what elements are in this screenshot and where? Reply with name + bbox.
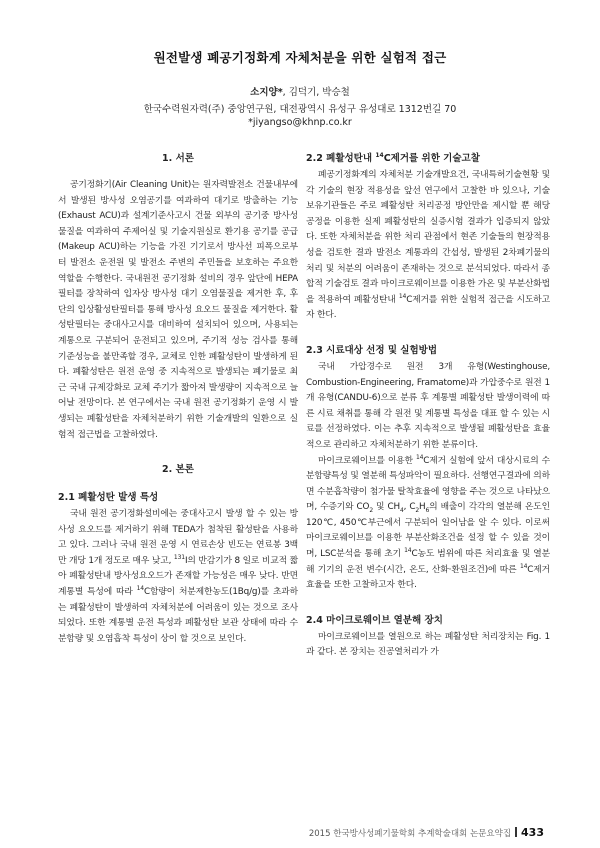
paragraph-2-1-text-a: 국내 원전 공기정화설비에는 중대사고시 발생 할 수 있는 방사성 요오드를 제거하기 위해 TEDA가 첨착된 활성탄을 사용하고 있다. 그러나 국내 원전 운영 시 연료손상 빈도는 연료봉 3백만 개당 1개 정도로 매우 낮고, [58, 509, 298, 566]
p232-e: H [419, 502, 426, 513]
paragraph-2-1 [58, 507, 298, 647]
paper-title: 원전발생 폐공기정화계 자체처분을 위한 실험적 접근 [153, 50, 447, 65]
p232-a: 마이크로웨이브를 이용한 [318, 455, 416, 466]
isotope-superscript: 14 [375, 151, 384, 159]
p232-c: 및 CH [372, 502, 400, 513]
isotope-superscript: 14 [404, 547, 412, 555]
chem-subscript: 2 [369, 507, 373, 515]
page-footer [309, 826, 544, 839]
left-column [58, 150, 298, 647]
section-heading-body: 2. 본론 [162, 464, 194, 476]
footer-journal-text: 2015 한국방사성폐기물학회 추계학술대회 논문요약집 [308, 829, 512, 839]
p232-h: C제거효율을 또한 고찰하고자 한다. [306, 564, 550, 591]
isotope-superscript: 14 [398, 292, 407, 300]
p232-f: 의 배출이 각각의 열분해 온도인 120℃, 450℃부근에서 구분되어 일어남을 알 수 있다. 이로써 마이크로웨이브를 이용한 부분산화조건을 설정 할 수 있을 것이며, LSC분석을 통해 초기 [306, 502, 550, 560]
isotope-superscript: 14 [136, 585, 144, 593]
p232-g: C농도 범위에 따른 처리효율 및 열분해 기기의 운전 변수(시간, 온도, 산화·환원조건)에 따른 [306, 549, 550, 575]
affiliation: 한국수력원자력(주) 중앙연구원, 대전광역시 유성구 유성대로 1312번길 70 [143, 104, 457, 115]
subsection-heading-2-1: 2.1 폐활성탄 발생 특성 [58, 492, 159, 504]
chem-subscript: 2 [415, 507, 420, 515]
subsection-2-2-pre: 2.2 폐활성탄내 [306, 153, 376, 164]
paragraph-2-1-text-c: C함량이 처분제한농도(1Bq/g)를 초과하는 폐활성탄이 발생하여 자체처분에 어려움이 있는 것으로 조사되었다. 또한 계통별 운전 특성과 폐활성탄 보관 상태에 따라 수분함량 및 오염흡착 특성이 상이 할 것으로 보인다. [58, 587, 298, 644]
footer-divider [515, 827, 517, 837]
subsection-heading-2-4: 2.4 마이크로웨이브 열분해 장치 [306, 614, 443, 626]
page-number: 433 [521, 826, 544, 839]
p232-d: , C [403, 502, 416, 513]
paragraph-2-3-2 [306, 454, 550, 594]
chem-subscript: 4 [399, 507, 404, 515]
p232-b: C제거 실험에 앞서 대상시료의 수분함량특성 및 열분해 특성파악이 필요하다. 선행연구결과에 의하면 수분흡착량이 첨가물 탈착효율에 영향을 주는 것으로 나타났으며, 수증기와 CO [306, 455, 550, 513]
paragraph-2-2-text-b: C제거를 위한 실험적 접근을 시도하고자 한다. [306, 294, 550, 321]
isotope-superscript: 14 [415, 453, 424, 461]
subsection-2-2-post: C제거를 위한 기술고찰 [383, 153, 480, 164]
section-heading-intro: 1. 서론 [162, 153, 194, 164]
subsection-heading-2-2 [306, 150, 550, 164]
co-authors: , 김덕기, 박승철 [282, 87, 350, 98]
chem-subscript: 6 [425, 507, 430, 515]
isotope-superscript: 14 [519, 562, 528, 570]
isotope-superscript: 131 [173, 553, 185, 561]
paragraph-2-2 [306, 168, 550, 324]
author-email: *jiyangso@khnp.co.kr [248, 117, 352, 128]
paragraph-2-2-text-a: 폐공기정화계의 자체처분 기술개발요건, 국내특허기술현황 및 각 기술의 현장 적용성을 앞선 연구에서 고찰한 바 있으나, 기술 보유기관들은 주로 폐활성탄 처리공정 방안만을 제시할 뿐 해당 공정을 이용한 실제 폐활성탄의 실증시험 결과가 입증되지 않았다. 또한 자체처분을 위한 처리 관점에서 현존 기술들의 현장적용성을 검토한 결과 발전소 계통과의 간섭성, 발생된 2차폐기물의 처리 및 처분의 어려움이 존재하는 것으로 분석되었다. 따라서 종합적 기술검토 결과 마이크로웨이브를 이용한 가온 및 부분산화법을 적용하여 폐활성탄내 [306, 170, 550, 305]
subsection-heading-2-3: 2.3 시료대상 선정 및 실험방법 [306, 344, 438, 356]
paragraph-2-3-1: 국내 가압경수로 원전 3개 유형(Westinghouse, Combustion-Engineering, Framatome)과 가압중수로 원전 1개 유형(CANDU-6)으로 분류 후 계통별 폐활성탄 발생이력에 따른 시료 채취를 통해 각 원전 및 계통별 특성을 대표 할 수 있는 시료를 선정하였다. 이는 추후 지속적으로 발생될 폐활성탄을 효율적으로 관리하고 자체처분하기 위한 분류이다. [306, 361, 550, 450]
right-column [306, 150, 550, 661]
paragraph-2-4: 마이크로웨이브를 열원으로 하는 폐활성탄 처리장치는 Fig. 1과 같다. 본 장치는 진공열처리가 가 [306, 631, 550, 658]
corresponding-author: 소지양* [250, 87, 283, 98]
paragraph-2-1-text-b: I의 반감기가 8 일로 비교적 짧아 폐활성탄내 방사성요오드가 존재할 가능성은 매우 낮다. 반면 계통별 특성에 따라 [58, 555, 298, 598]
intro-paragraph: 공기정화기(Air Cleaning Unit)는 원자력발전소 건물내부에서 발생된 방사성 오염공기를 여과하여 대기로 방출하는 기능(Exhaust ACU)과 설계기준사고시 건물 외부의 공기중 방사성 물질을 여과하여 주제어실 및 기술지원실로 환기용 공기를 공급(Makeup ACU)하는 기능을 가진 기기로서 방사선 피폭으로부터 발전소 운전원 및 발전소 주변의 주민들을 보호하는 주요한 역할을 수행한다. 국내원전 공기정화 설비의 경우 앞단에 HEPA필터를 장착하여 입자상 방사성 대기 오염물질을 제거한 후, 후단의 입상활성탄필터를 통해 방사성 요오드 물질을 제거한다. 활성탄필터는 중대사고시를 대비하여 설치되어 있으며, 사용되는 계통으로 구분되어 운전되고 있으며, 주기적 성능 검사를 통해 기준성능을 불만족할 경우, 교체로 인한 폐활성탄이 발생하게 된다. 폐활성탄은 원전 운영 중 지속적으로 발생되는 폐기물로 최근 국내 규제강화로 교체 주기가 짧아져 발생량이 지속적으로 늘어날 전망이다. 본 연구에서는 국내 원전 공기정화기 운영 시 발생되는 폐활성탄을 자체처분하기 위한 기술개발의 일환으로 실험적 접근법을 고찰하였다. [58, 180, 298, 440]
author-line [0, 84, 600, 98]
